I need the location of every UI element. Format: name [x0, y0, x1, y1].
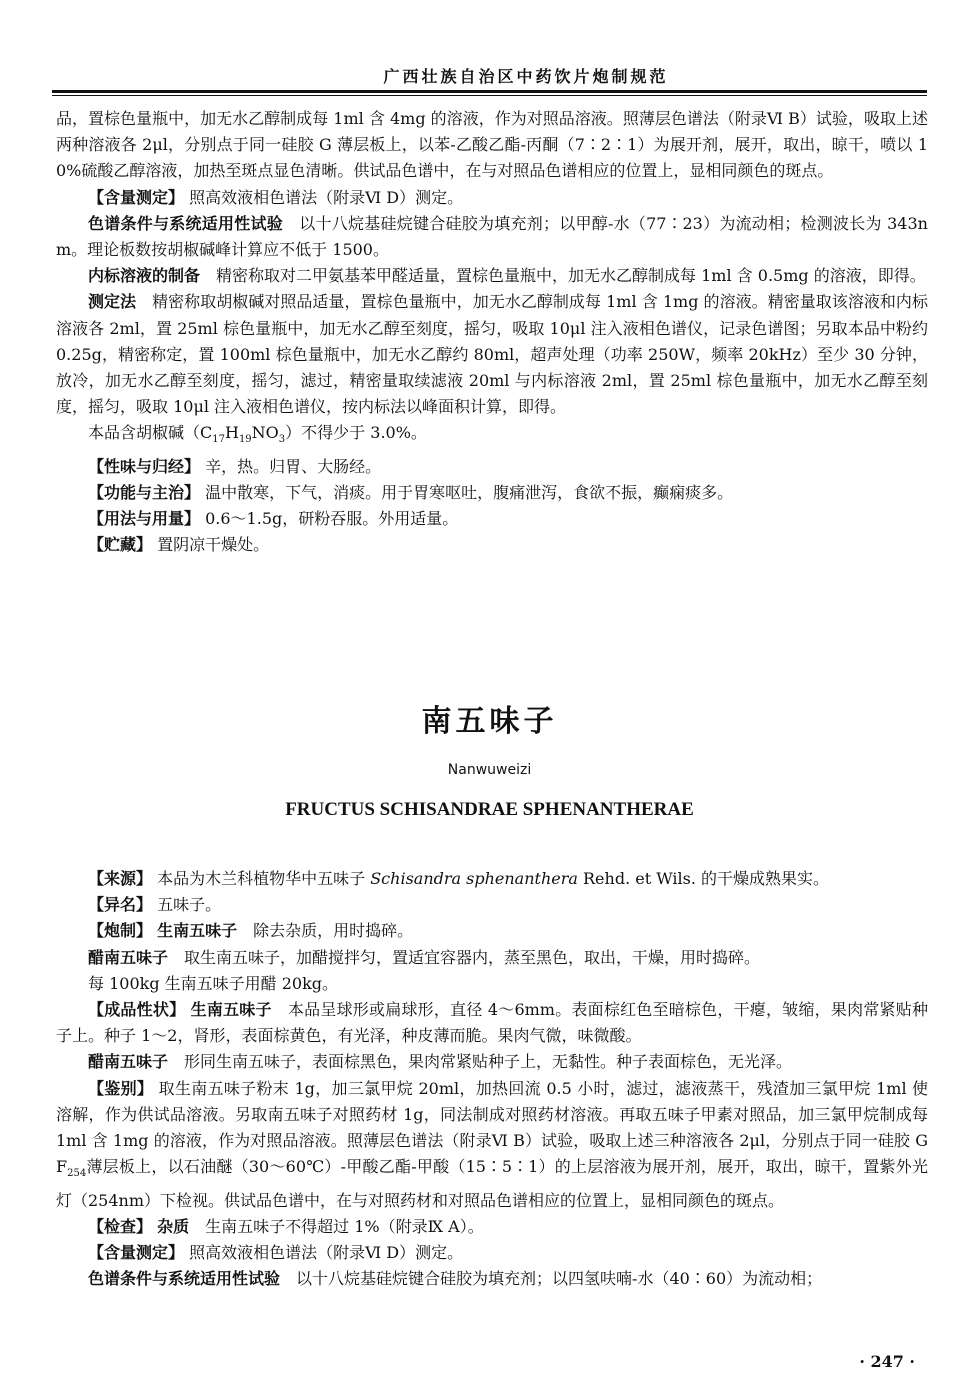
process-paragraph — [56, 918, 928, 944]
usage-text: 0.6～1.5g，研粉吞服。外用适量。 — [205, 509, 459, 529]
function-paragraph — [56, 480, 928, 506]
assay-text: 照高效液相色谱法（附录Ⅵ D）测定。 — [189, 187, 464, 207]
nature-paragraph — [56, 454, 928, 480]
alias-label: 【异名】 — [88, 895, 153, 915]
entry-chrom-paragraph — [56, 1266, 928, 1292]
content-sub3: 3 — [278, 434, 286, 446]
content-sub2: 19 — [238, 434, 252, 446]
page-number: · 247 · — [859, 1352, 915, 1371]
usage-label: 【用法与用量】 — [88, 509, 201, 529]
source-post: Rehd. et Wils. 的干燥成熟果实。 — [583, 869, 830, 888]
nature-text: 辛，热。归胃、大肠经。 — [205, 456, 382, 476]
entry-assay-text: 照高效液相色谱法（附录Ⅵ D）测定。 — [189, 1243, 464, 1263]
ident-label: 【鉴别】 — [88, 1078, 154, 1098]
traits-vinegar-label: 醋南五味子 — [88, 1052, 169, 1072]
check-sub: 杂质 — [157, 1216, 190, 1236]
usage-paragraph — [56, 506, 928, 532]
entry-pinyin: Nanwuweizi — [447, 762, 532, 778]
vinegar-label: 醋南五味子 — [88, 947, 169, 967]
source-paragraph — [56, 866, 928, 892]
process-text: 除去杂质，用时捣碎。 — [253, 921, 414, 941]
process-sub: 生南五味子 — [157, 921, 238, 941]
process-label: 【炮制】 — [88, 921, 153, 941]
ident-text-pre: 取生南五味子粉末 1g，加三氯甲烷 20ml，加热回流 0.5 小时，滤过，滤液蒸干，残渣加三氯甲烷 1ml 使溶解，作为供试品溶液。另取南五味子对照药材 1g，同法制成对照药材溶液。再取五味子甲素对照品，加三氯甲烷制成每 1ml 含 1mg 的溶液，作为对照品溶液。照薄层色谱法（附录Ⅵ B）试验，吸取上述三种溶液各 2μl，分别点于同一硅胶 GF — [56, 1078, 928, 1177]
content-pre: 本品含胡椒碱（C — [88, 423, 213, 443]
tlc-text: 品，置棕色量瓶中，加无水乙醇制成每 1ml 含 4mg 的溶液，作为对照品溶液。照薄层色谱法（附录Ⅵ B）试验，吸取上述两种溶液各 2μl，分别点于同一硅胶 G 薄层板上，以苯-乙酸乙酯-丙酮（7∶2∶1）为展开剂，展开，取出，晾干，喷以 10%硫酸乙醇溶液，加热至斑点显色清晰。供试品色谱中，在与对照品色谱相应的位置上，显相同颜色的斑点。 — [56, 109, 928, 181]
check-label: 【检查】 — [88, 1216, 153, 1236]
entry-title: 南五味子 — [421, 704, 558, 739]
entry-chrom-label: 色谱条件与系统适用性试验 — [88, 1269, 281, 1289]
content-limit-paragraph — [56, 420, 928, 453]
vinegar-ratio-paragraph — [56, 971, 928, 997]
entry-chrom-text: 以十八烷基硅烷键合硅胶为填充剂；以四氢呋喃-水（40∶60）为流动相； — [296, 1269, 823, 1289]
alias-paragraph — [56, 892, 928, 918]
entry-body — [56, 866, 928, 1292]
tlc-paragraph — [56, 106, 928, 185]
internal-paragraph — [56, 263, 928, 289]
function-text: 温中散寒，下气，消痰。用于胃寒呕吐，腹痛泄泻，食欲不振，癫痫痰多。 — [205, 483, 734, 503]
entry-latin-name: FRUCTUS SCHISANDRAE SPHENANTHERAE — [285, 799, 694, 820]
storage-paragraph — [56, 532, 928, 558]
header-rule — [52, 90, 927, 96]
vinegar-text: 取生南五味子，加醋搅拌匀，置适宜容器内，蒸至黑色，取出，干燥，用时捣碎。 — [184, 947, 761, 967]
entry-assay-label: 【含量测定】 — [88, 1243, 185, 1263]
source-pre: 本品为木兰科植物华中五味子 — [157, 869, 366, 888]
ident-sub: 254 — [67, 1168, 87, 1180]
storage-label: 【贮藏】 — [88, 535, 153, 555]
top-section — [56, 106, 928, 559]
entry-assay-paragraph — [56, 1240, 928, 1266]
vinegar-paragraph — [56, 945, 928, 971]
method-text: 精密称取胡椒碱对照品适量，置棕色量瓶中，加无水乙醇制成每 1ml 含 1mg 的溶液。精密量取该溶液和内标溶液各 2ml，置 25ml 棕色量瓶中，加无水乙醇至刻度，摇匀，吸取 10μl 注入液相色谱仪，记录色谱图；另取本品中粉约 0.25g，精密称定，置 100ml 棕色量瓶中，加无水乙醇约 80ml，超声处理（功率 250W，频率 20kHz）至少 30 分钟，放冷，加无水乙醇至刻度，摇匀，滤过，精密量取续滤液 20ml 与内标溶液 2ml，置 25ml 棕色量瓶中，加无水乙醇至刻度，摇匀，吸取 10μl 注入液相色谱仪，按内标法以峰面积计算，即得。 — [56, 292, 928, 417]
source-label: 【来源】 — [88, 869, 153, 888]
content-mid2: NO — [251, 423, 279, 443]
traits-text: 本品呈球形或扁球形，直径 4～6mm。表面棕红色至暗棕色，干瘪，皱缩，果肉常紧贴种子上。种子 1～2，肾形，表面棕黄色，有光泽，种皮薄而脆。果肉气微，味微酸。 — [56, 1000, 928, 1046]
running-header: 广西壮族自治区中药饮片炮制规范 — [383, 67, 669, 86]
source-latin: Schisandra sphenanthera — [370, 869, 578, 888]
chrom-label: 色谱条件与系统适用性试验 — [88, 213, 283, 233]
internal-label: 内标溶液的制备 — [88, 266, 201, 286]
ident-paragraph — [56, 1076, 928, 1214]
traits-vinegar-text: 形同生南五味子，表面棕黑色，果肉常紧贴种子上，无黏性。种子表面棕色，无光泽。 — [184, 1052, 793, 1072]
content-mid1: H — [224, 423, 239, 443]
method-label: 测定法 — [88, 292, 137, 312]
check-text: 生南五味子不得超过 1%（附录Ⅸ A）。 — [205, 1216, 484, 1236]
content-sub1: 17 — [212, 434, 225, 446]
traits-sub: 生南五味子 — [190, 1000, 272, 1020]
alias-text: 五味子。 — [157, 895, 222, 915]
nature-label: 【性味与归经】 — [88, 456, 201, 476]
internal-text: 精密称取对二甲氨基苯甲醛适量，置棕色量瓶中，加无水乙醇制成每 1ml 含 0.5mg 的溶液，即得。 — [216, 266, 926, 286]
function-label: 【功能与主治】 — [88, 483, 201, 503]
ident-text-post: 薄层板上，以石油醚（30～60℃）-甲酸乙酯-甲酸（15∶5∶1）的上层溶液为展开剂，展开，取出，晾干，置紫外光灯（254nm）下检视。供试品色谱中，在与对照药材和对照品色谱相应的位置上，显相同颜色的斑点。 — [56, 1157, 928, 1210]
assay-label: 【含量测定】 — [88, 187, 185, 207]
traits-vinegar-paragraph — [56, 1049, 928, 1075]
assay-paragraph — [56, 185, 928, 211]
traits-paragraph — [56, 997, 928, 1049]
chrom-paragraph — [56, 211, 928, 263]
content-post: ）不得少于 3.0%。 — [285, 423, 427, 443]
vinegar-ratio: 每 100kg 生南五味子用醋 20kg。 — [88, 973, 339, 993]
traits-label: 【成品性状】 — [88, 1000, 186, 1020]
chrom-text: 以十八烷基硅烷键合硅胶为填充剂；以甲醇-水（77∶23）为流动相；检测波长为 343nm。理论板数按胡椒碱峰计算应不低于 1500。 — [56, 213, 928, 260]
check-paragraph — [56, 1214, 928, 1240]
method-paragraph — [56, 289, 928, 420]
storage-text: 置阴凉干燥处。 — [157, 535, 270, 555]
